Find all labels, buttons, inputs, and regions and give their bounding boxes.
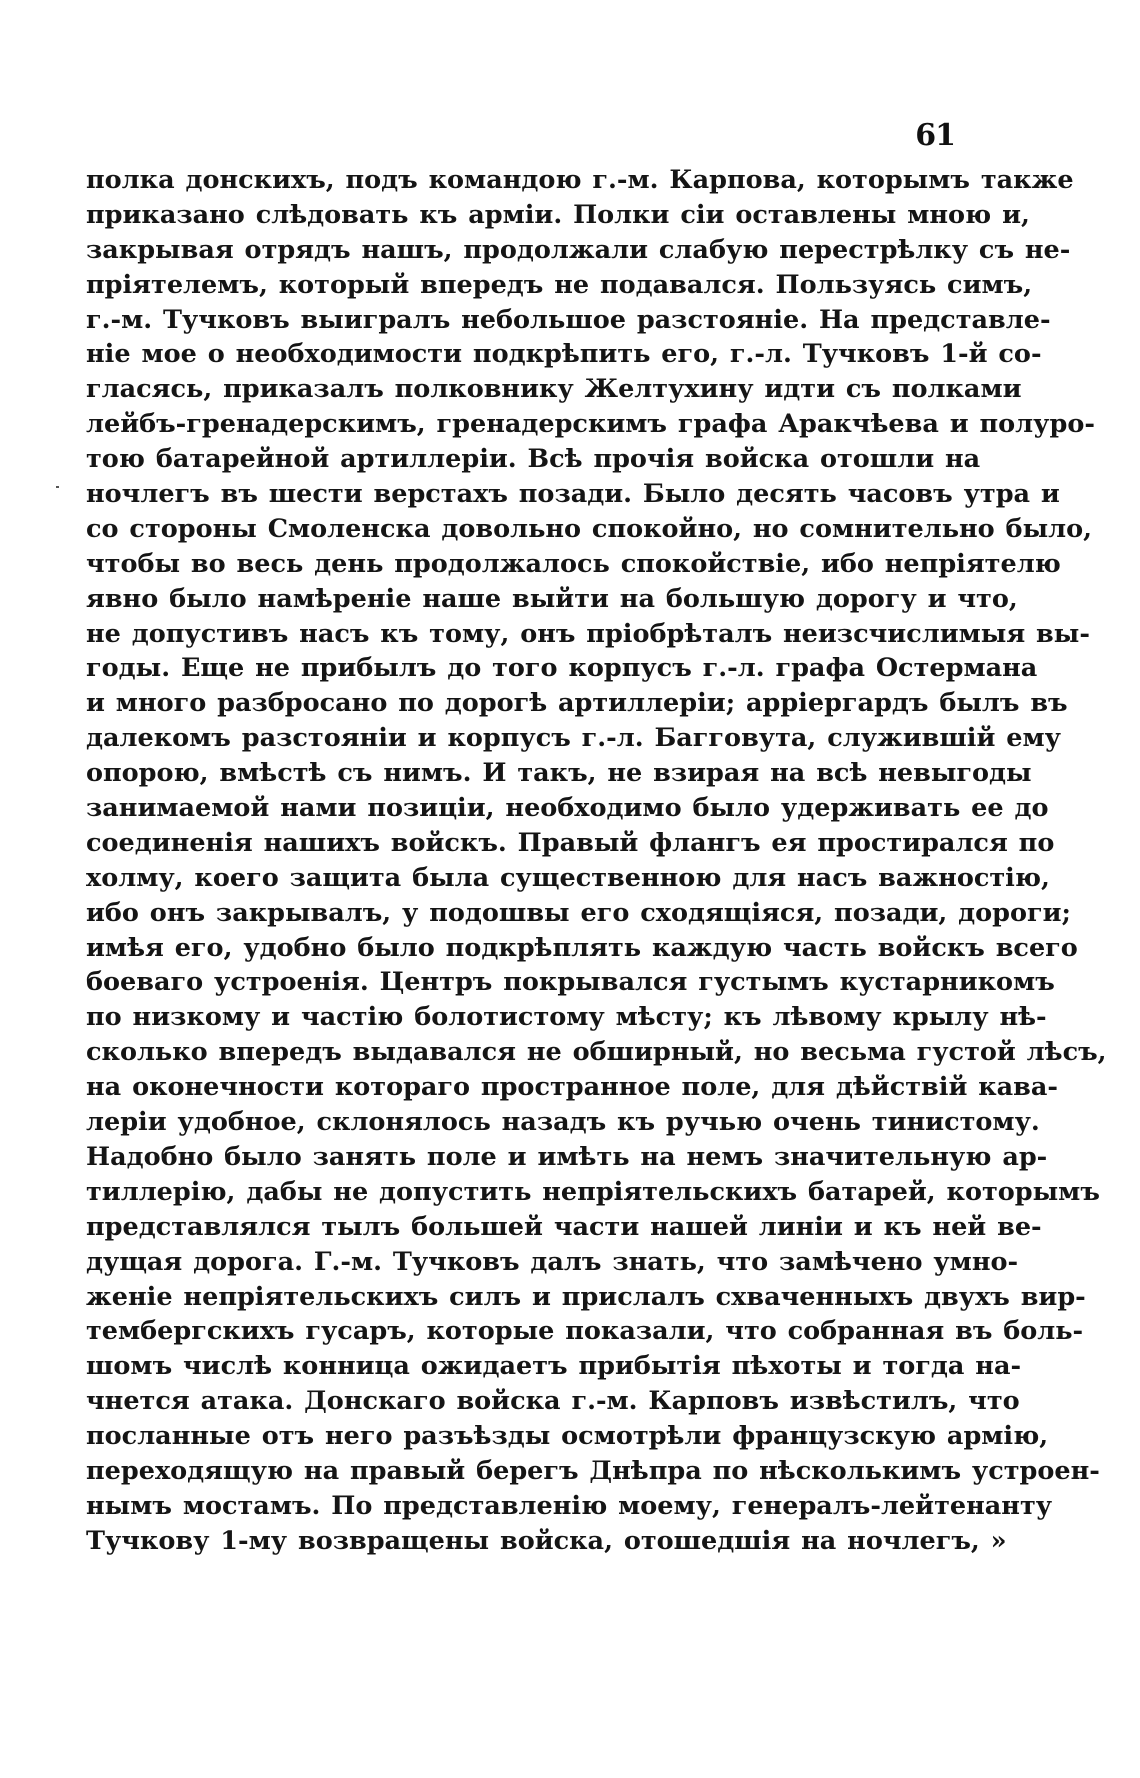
- text-line: переходящую на правый берегъ Днѣпра по нѣсколькимъ устроен-: [86, 1455, 1100, 1486]
- text-line: женіе непріятельскихъ силъ и прислалъ схваченныхъ двухъ вир-: [86, 1281, 1086, 1312]
- text-line: холму, коего защита была существенною для насъ важностію,: [86, 862, 1050, 893]
- text-line: посланные отъ него разъѣзды осмотрѣли французскую армію,: [86, 1421, 1049, 1452]
- text-line: соединенія нашихъ войскъ. Правый флангъ ея простирался по: [86, 827, 1055, 858]
- margin-mark: [56, 486, 59, 488]
- text-line: Тучкову 1-му возвращены войска, отошедшія на ночлегъ, »: [86, 1525, 1007, 1556]
- text-line: г.-м. Тучковъ выигралъ небольшое разстояніе. На представле-: [86, 304, 1051, 335]
- text-line: опорою, вмѣстѣ съ нимъ. И такъ, не взирая на всѣ невыгоды: [86, 758, 1032, 789]
- text-line: лейбъ-гренадерскимъ, гренадерскимъ графа Аракчѣева и полуро-: [86, 409, 1095, 440]
- text-line: сколько впередъ выдавался не обширный, но весьма густой лѣсъ,: [86, 1037, 1107, 1068]
- text-line: ибо онъ закрывалъ, у подошвы его сходящіяся, позади, дороги;: [86, 897, 1071, 928]
- text-line: нымъ мостамъ. По представленію моему, генералъ-лейтенанту: [86, 1490, 1053, 1521]
- text-line: полка донскихъ, подъ командою г.-м. Карпова, которымъ также: [86, 165, 1074, 195]
- text-line: на оконечности котораго пространное поле, для дѣйствій кава-: [86, 1072, 1059, 1103]
- text-line: явно было намѣреніе наше выйти на большую дорогу и что,: [86, 583, 1018, 614]
- body-text: [86, 163, 1107, 1559]
- text-line: со стороны Смоленска довольно спокойно, но сомнительно было,: [86, 513, 1092, 544]
- text-line: пріятелемъ, который впередъ не подавался. Пользуясь симъ,: [86, 269, 1033, 300]
- text-line: не допустивъ насъ къ тому, онъ пріобрѣталъ неизсчислимыя вы-: [86, 618, 1090, 649]
- text-line: леріи удобное, склонялось назадъ къ ручью очень тинистому.: [86, 1107, 1040, 1138]
- text-line: приказано слѣдовать къ арміи. Полки сіи оставлены мною и,: [86, 199, 1030, 230]
- text-line: и много разбросано по дорогѣ артиллеріи; арріергардъ былъ въ: [86, 688, 1068, 719]
- text-line: Надобно было занять поле и имѣть на немъ значительную ар-: [86, 1141, 1048, 1172]
- text-line: дущая дорога. Г.-м. Тучковъ далъ знать, что замѣчено умно-: [86, 1246, 1019, 1277]
- text-line: годы. Еще не прибылъ до того корпусъ г.-л. графа Остермана: [86, 653, 1038, 684]
- text-line: по низкому и частію болотистому мѣсту; къ лѣвому крылу нѣ-: [86, 1002, 1047, 1033]
- text-line: занимаемой нами позиціи, необходимо было удерживать ее до: [86, 793, 1049, 824]
- page-number: 61: [915, 118, 955, 153]
- text-line: чнется атака. Донскаго войска г.-м. Карповъ извѣстилъ, что: [86, 1386, 1020, 1417]
- text-line: тою батарейной артиллеріи. Всѣ прочія войска отошли на: [86, 444, 981, 475]
- text-line: шомъ числѣ конница ожидаетъ прибытія пѣхоты и тогда на-: [86, 1351, 1022, 1382]
- text-line: тембергскихъ гусаръ, которые показали, что собранная въ боль-: [86, 1316, 1084, 1347]
- text-line: тиллерію, дабы не допустить непріятельскихъ батарей, которымъ: [86, 1176, 1100, 1207]
- text-line: имѣя его, удобно было подкрѣплять каждую часть войскъ всего: [86, 932, 1078, 963]
- text-line: закрывая отрядъ нашъ, продолжали слабую перестрѣлку съ не-: [86, 234, 1071, 265]
- text-line: боеваго устроенія. Центръ покрывался густымъ кустарникомъ: [86, 967, 1055, 998]
- text-line: чтобы во весь день продолжалось спокойствіе, ибо непріятелю: [86, 548, 1061, 579]
- text-line: ночлегъ въ шести верстахъ позади. Было десять часовъ утра и: [86, 479, 1060, 510]
- text-line: гласясь, приказалъ полковнику Желтухину идти съ полками: [86, 374, 1022, 405]
- text-line: ніе мое о необходимости подкрѣпить его, г.-л. Тучковъ 1-й со-: [86, 339, 1042, 370]
- text-line: далекомъ разстояніи и корпусъ г.-л. Багговута, служившій ему: [86, 723, 1061, 754]
- text-line: представлялся тылъ большей части нашей линіи и къ ней ве-: [86, 1211, 1042, 1242]
